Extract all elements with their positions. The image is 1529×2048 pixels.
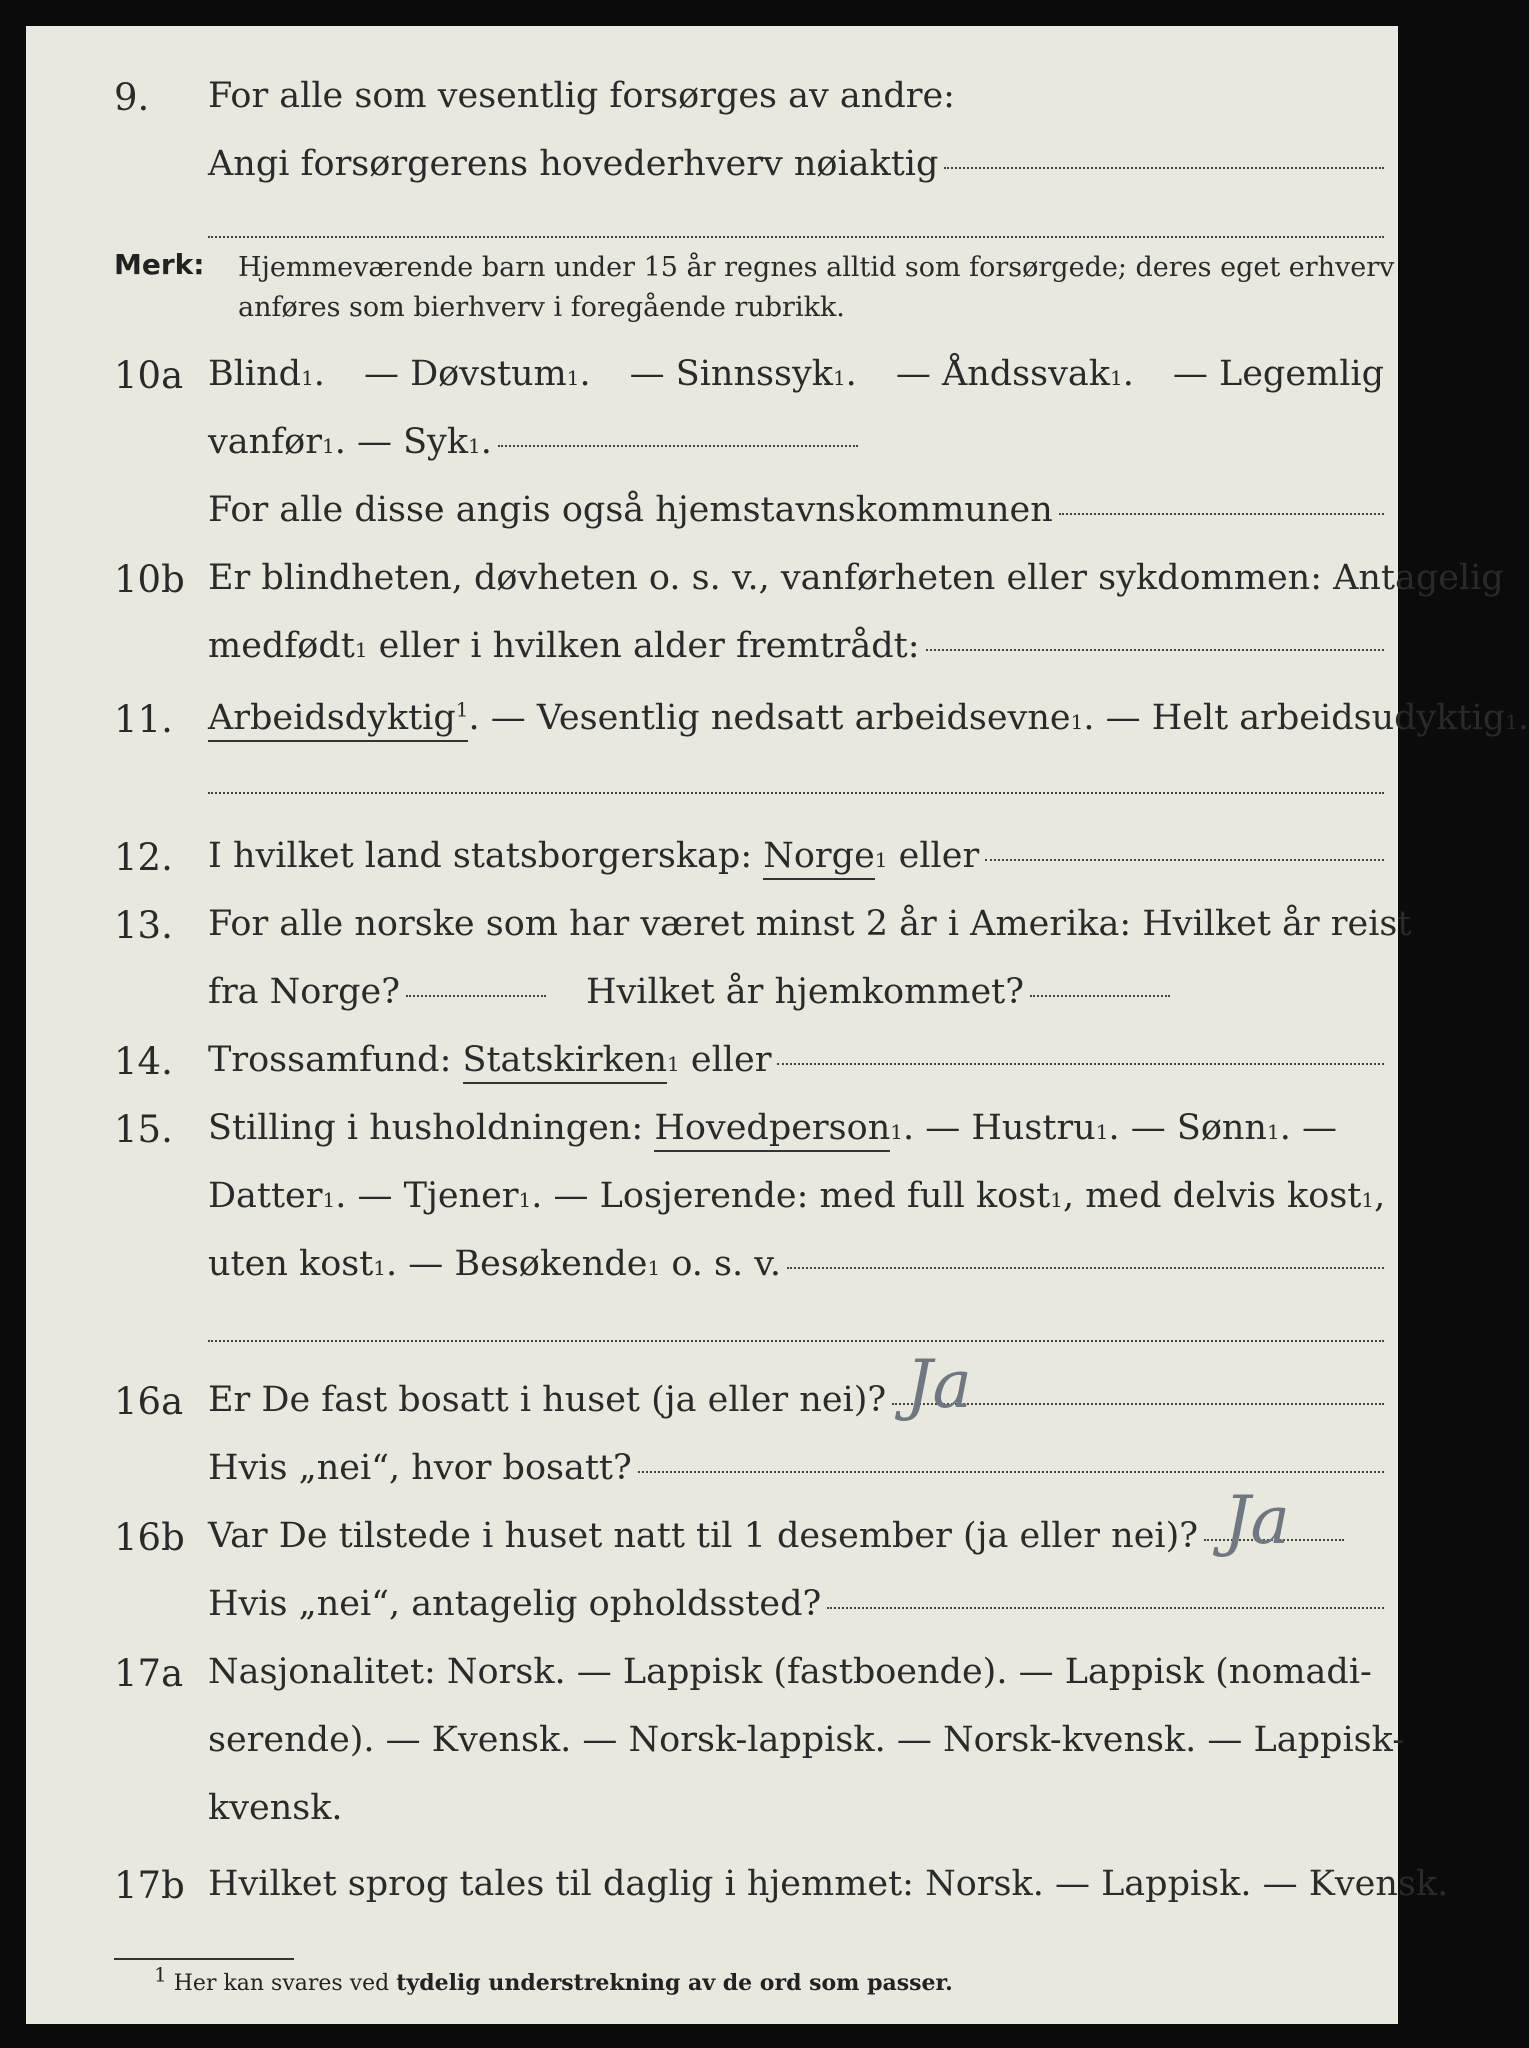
- question-number: 10a: [114, 354, 184, 397]
- answer-field[interactable]: [777, 1063, 1384, 1065]
- question-number: 14.: [114, 1040, 173, 1083]
- note-label: Merk:: [114, 248, 205, 281]
- answer-field[interactable]: [638, 1471, 1384, 1473]
- question-9: [26, 76, 1398, 136]
- footnote: 1 Her kan svares ved tydelig understrekning av de ord som passer.: [154, 1962, 953, 1996]
- answer-field[interactable]: [406, 995, 546, 997]
- question-13: 13. For alle norske som har været minst 2 år i Amerika: Hvilket år reist: [114, 904, 1412, 947]
- answer-field[interactable]: [1059, 513, 1384, 515]
- answer-field[interactable]: [944, 167, 1384, 169]
- question-number: 12.: [114, 836, 173, 879]
- question-10b: 10b Er blindheten, døvheten o. s. v., vanførheten eller sykdommen: Antagelig: [114, 558, 1504, 601]
- question-number: 16b: [114, 1516, 185, 1559]
- footnote-rule: [114, 1958, 294, 1960]
- handwritten-answer: Ja: [1224, 1482, 1290, 1559]
- answer-field[interactable]: [1030, 995, 1170, 997]
- answer-field[interactable]: [208, 236, 1384, 238]
- question-15: 15. Stilling i husholdningen: Hovedperson 1 . — Hustru 1 . — Sønn 1 . —: [114, 1108, 1337, 1151]
- answer-field[interactable]: [787, 1267, 1384, 1269]
- underlined-answer: Norge: [763, 836, 875, 880]
- question-number: 16a: [114, 1380, 184, 1423]
- question-11: 11. Arbeidsdyktig$^1$ . — Vesentlig nedsatt arbeidsevne 1 . — Helt arbeidsudyktig 1 .: [114, 697, 1529, 741]
- question-number: 15.: [114, 1108, 173, 1151]
- question-16a: 16a Er De fast bosatt i huset (ja eller nei)?: [26, 1380, 1398, 1440]
- question-number: 11.: [114, 698, 173, 741]
- answer-field[interactable]: [208, 792, 1384, 794]
- question-number: 10b: [114, 558, 185, 601]
- question-10a: 10a Blind 1 . — Døvstum 1 . — Sinnssyk 1 . — Åndssvak 1 . — Legemlig: [114, 354, 1385, 397]
- answer-field[interactable]: [985, 859, 1384, 861]
- answer-field[interactable]: [208, 1340, 1384, 1342]
- question-14: 14. Trossamfund: Statskirken 1 eller: [26, 1040, 1398, 1100]
- note-text: Hjemmeværende barn under 15 år regnes alltid som forsørgede; deres eget erhverv anføres som bierhverv i foregående rubrikk.: [238, 252, 1395, 323]
- answer-field[interactable]: [498, 445, 858, 447]
- answer-field[interactable]: [926, 649, 1385, 651]
- question-number: 17b: [114, 1864, 185, 1907]
- question-number: 9.: [114, 76, 150, 119]
- question-text: Angi forsørgerens hovederhverv nøiaktig: [208, 144, 939, 184]
- answer-field[interactable]: [827, 1607, 1384, 1609]
- question-17a: 17a Nasjonalitet: Norsk. — Lappisk (fastboende). — Lappisk (nomadi-: [114, 1652, 1372, 1695]
- question-17b: 17b Hvilket sprog tales til daglig i hjemmet: Norsk. — Lappisk. — Kvensk.: [114, 1864, 1449, 1907]
- question-16b: 16b Var De tilstede i huset natt til 1 desember (ja eller nei)?: [26, 1516, 1398, 1576]
- question-number: 13.: [114, 904, 173, 947]
- question-text: For alle som vesentlig forsørges av andre:: [208, 76, 955, 116]
- underlined-answer: Hovedperson: [654, 1108, 890, 1152]
- handwritten-answer: Ja: [906, 1346, 972, 1423]
- question-12: 12. I hvilket land statsborgerskap: Norge 1 eller: [26, 836, 1398, 896]
- question-number: 17a: [114, 1652, 184, 1695]
- underlined-answer: Statskirken: [463, 1040, 668, 1084]
- underlined-answer: Arbeidsdyktig$^1$: [208, 698, 468, 742]
- census-form-page: 9. For alle som vesentlig forsørges av andre: Angi forsørgerens hovederhverv nøiaktig Merk: Hjemmeværende barn under 15 år regnes alltid som forsørgede; deres eget erhverv anføres som bierhverv i foregående rubrikk. 10a Blind 1 . — Døvstum 1 . — Sinnssyk 1 . — Åndssvak 1 . — Legemlig vanfør 1 . — Syk 1 . For alle disse angis også hjemstavnskommunen 10b Er blindheten, døvheten o. s. v., vanførheten eller sykdommen: Antagelig medfødt 1 eller i hvilken alder fremtrådt: 11. Arbeidsdyktig$^1$ . — Vesentlig nedsatt arbeidsevne 1 . — Helt arbeidsudyktig 1 . 12. I hvilket land statsborgerskap: Norge 1 eller 13. For alle norske som har været minst 2 år i Amerika: Hvilket år reist fra Norge? Hvilket år hjemkommet? 14. Trossamfund: Statskirken 1 eller 15. Stilling i husholdningen: Hovedperson 1 . — Hustru 1 . — Sønn 1 . — Datter 1 . — Tjener 1 . — Losjerende: med full kost 1 , med delvis kost 1 , uten kost 1 . — Besøkende 1 o. s. v. 16a Er De fast bosatt i huset (ja eller nei)? Ja Hvis „nei“, hvor bosatt? 16b Var De tilstede i huset natt til 1 desember (ja eller nei)? Ja Hvis „nei“, antagelig opholdssted? 17a Nasjonalitet: Norsk. — Lappisk (fastboende). — Lappisk (nomadi- serende). — Kvensk. — Norsk-lappisk. — Norsk-kvensk. — Lappisk- kvensk. 17b Hvilket sprog tales til daglig i hjemmet: Norsk. — Lappisk. — Kvensk. 1 Her kan svares ved tydelig understrekning av de ord som passer.: [26, 26, 1398, 2024]
